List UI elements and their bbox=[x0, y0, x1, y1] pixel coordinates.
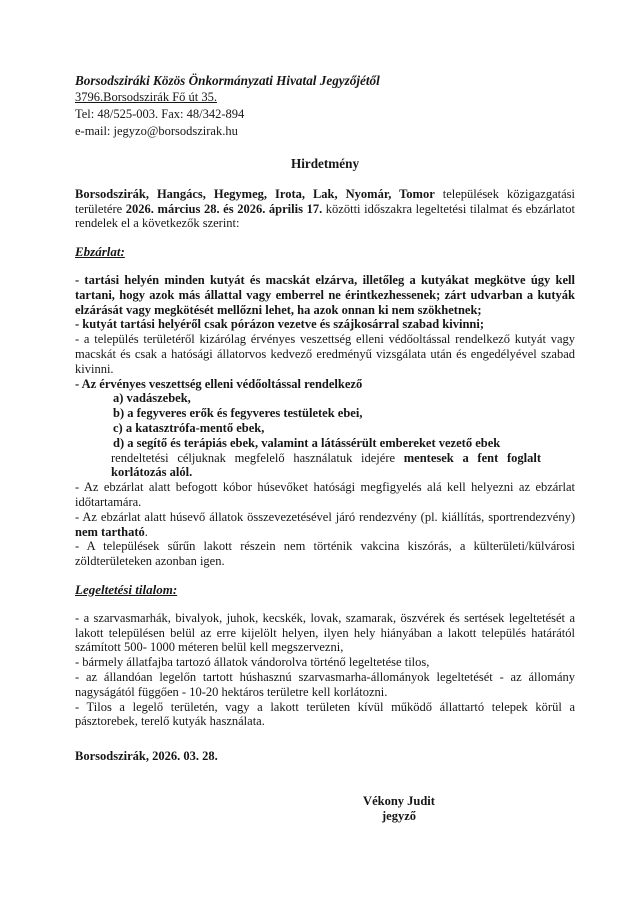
intro-dates: 2026. március 28. és 2026. április 17. bbox=[125, 201, 323, 216]
intro-paragraph bbox=[75, 187, 575, 231]
signature-title: jegyző bbox=[381, 808, 416, 823]
intro-mid: települések közigazgatási területére bbox=[75, 186, 575, 216]
legeltetes-section bbox=[75, 611, 575, 729]
ebzarlat-p4: - Az érvényes veszettség elleni védőoltással rendelkező bbox=[75, 376, 363, 391]
event-ban-normal: - Az ebzárlat alatt húsevő állatok összevezetésével járó rendezvény (pl. kiállítás, sportrendezvény) bbox=[75, 509, 575, 524]
legeltetes-p3: - az állandóan legelőn tartott húshasznú szarvasmarha-állományok legeltetését - az állomány nagyságától függően - 10-20 hektáros területre kell korlátozni. bbox=[75, 669, 575, 699]
office-name: Borsodsziráki Közös Önkormányzati Hivatal Jegyzőjétől bbox=[75, 73, 380, 88]
ebzarlat-p3: - a település területéről kizárólag érvényes veszettség elleni védőoltással rendelkező kutyát vagy macskát és csak a hatósági állatorvos kedvező eredményű vizsgálata után és engedélyével szabad kivinni. bbox=[75, 332, 575, 376]
exemption-bold-text: mentesek a fent foglalt korlátozás alól. bbox=[111, 450, 541, 480]
document-title: Hirdetmény bbox=[290, 156, 360, 171]
ebzarlat-p8: - A települések sűrűn lakott részein nem történik vakcina kiszórás, a külterületi/külvárosi zöldterületeken azonban igen. bbox=[75, 539, 575, 569]
legeltetes-p1: - a szarvasmarhák, bivalyok, juhok, kecskék, lovak, szamarak, öszvérek és sertések legeltetését a lakott településen belül az erre kijelölt helyen, ilyen hely hiányában a lakott település határától számított 500- 1000 méteren belül kell megszervezni, bbox=[75, 610, 575, 655]
signature-block bbox=[75, 794, 575, 824]
section-heading-legeltetes: Legeltetési tilalom: bbox=[75, 581, 178, 597]
ebzarlat-exemption bbox=[111, 451, 541, 481]
intro-towns: Borsodszirák, Hangács, Hegymeg, Irota, Lak, Nyomár, Tomor bbox=[75, 186, 435, 201]
dateline: Borsodszirák, 2026. 03. 28. bbox=[75, 749, 218, 764]
dog-category-item-b: b) a fegyveres erők és fegyveres testületek ebei, bbox=[113, 406, 363, 421]
signature-name: Vékony Judit bbox=[363, 793, 435, 808]
ebzarlat-p6: - Az ebzárlat alatt befogott kóbor húsevőket hatósági megfigyelés alá kell helyezni az ebzárlat időtartamára. bbox=[75, 480, 575, 509]
office-email: e-mail: jegyzo@borsodszirak.hu bbox=[75, 124, 238, 138]
event-ban-period: . bbox=[144, 524, 148, 539]
legeltetes-p4: - Tilos a legelő területén, vagy a lakott területen kívül működő állattartó telepek körül a pásztorebek, terelő kutyák használata. bbox=[75, 699, 575, 729]
ebzarlat-p1: - tartási helyén minden kutyát és macskát elzárva, illetőleg a kutyákat megkötve úgy kell tartani, hogy azok más állattal vagy emberrel ne érintkezhessenek; zárt udvarban a kutyák elzárását vagy megkötését mellőzni lehet, ha azok onnan ki nem szökhetnek; bbox=[75, 272, 575, 317]
dog-category-item-d: d) a segítő és terápiás ebek, valamint a látássérült embereket vezető ebek bbox=[113, 435, 501, 450]
ebzarlat-section bbox=[75, 273, 575, 569]
dog-category-item-c: c) a katasztrófa-mentő ebek, bbox=[113, 420, 265, 435]
office-address: 3796.Borsodszirák Fő út 35. bbox=[75, 90, 218, 104]
ebzarlat-p2: - kutyát tartási helyéről csak pórázon vezetve és szájkosárral szabad kivinni; bbox=[75, 317, 484, 332]
legeltetes-p2: - bármely állatfajba tartozó állatok vándorolva történő legeltetése tilos, bbox=[75, 655, 430, 670]
event-ban-bold: nem tartható bbox=[75, 524, 145, 539]
letterhead bbox=[75, 72, 575, 140]
dog-category-item-a: a) vadászebek, bbox=[113, 391, 191, 406]
exemption-normal-text: rendeltetési céljuknak megfelelő használatuk idejére bbox=[111, 450, 404, 465]
intro-rest: közötti időszakra legeltetési tilalmat és ebzárlatot rendelek el a következők szerint: bbox=[75, 201, 575, 231]
office-phone-fax: Tel: 48/525-003. Fax: 48/342-894 bbox=[75, 107, 245, 121]
section-heading-ebzarlat: Ebzárlat: bbox=[75, 244, 125, 260]
ebzarlat-p7 bbox=[75, 510, 575, 540]
